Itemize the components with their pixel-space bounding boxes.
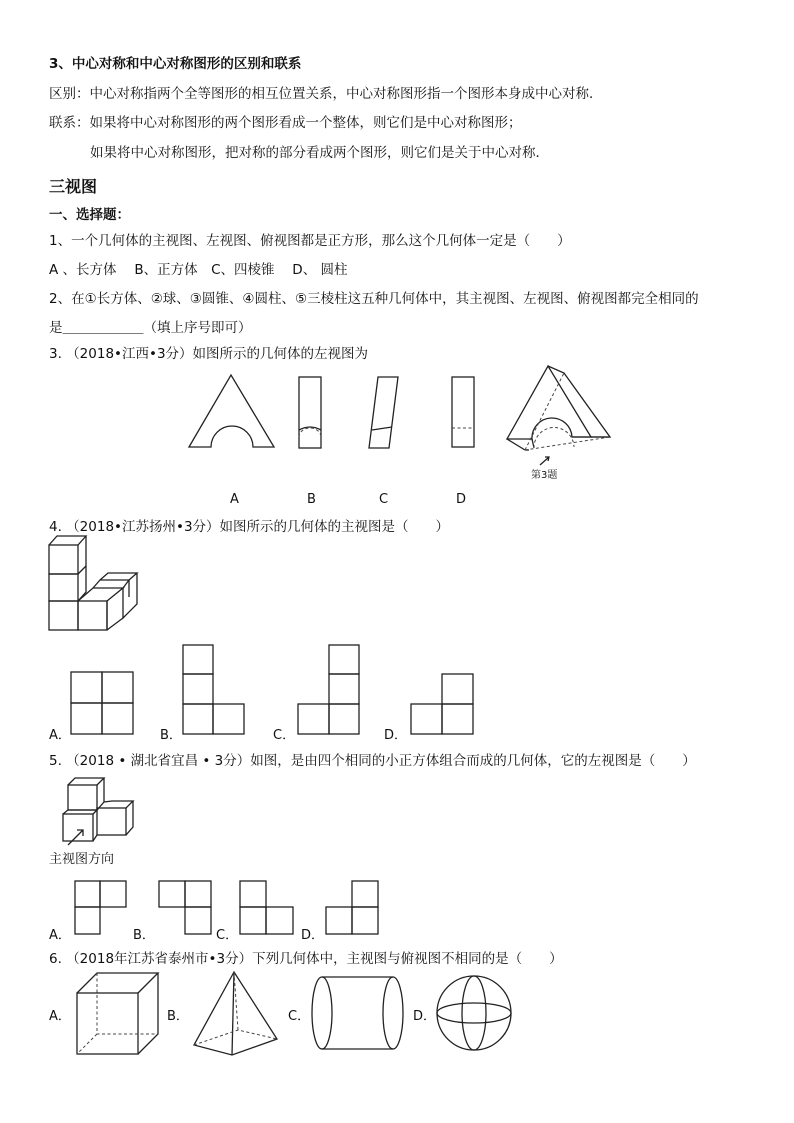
choice-section-title: 一、选择题：: [49, 207, 130, 223]
q4-label-a: A．: [49, 728, 71, 743]
section3-heading: 3、中心对称和中心对称图形的区别和联系: [49, 56, 302, 72]
section3-relation-1: 联系：如果将中心对称图形的两个图形看成一个整体，则它们是中心对称图形；: [49, 115, 522, 131]
q3-label-c: C: [379, 492, 389, 507]
q3-label-a: A: [230, 492, 239, 507]
q6-stem: 6. （2018年江苏省泰州市•3分）下列几何体中，主视图与俯视图不相同的是（ ）: [49, 951, 563, 967]
q2-stem-line2: 是＿＿＿＿＿＿（填上序号即可）: [49, 320, 252, 336]
q6-label-a: A．: [49, 1009, 71, 1024]
q5-label-d: D．: [301, 928, 325, 943]
q1-stem: 1、一个几何体的主视图、左视图、俯视图都是正方形，那么这个几何体一定是（ ）: [49, 233, 571, 249]
q6-label-d: D．: [413, 1009, 437, 1024]
q6-option-figures: [0, 0, 1, 1]
q3-stem: 3. （2018•江西•3分）如图所示的几何体的左视图为: [49, 346, 369, 362]
section3-relation-2: 如果将中心对称图形，把对称的部分看成两个图形，则它们是关于中心对称．: [90, 145, 549, 161]
q5-direction-label: 主视图方向: [49, 852, 115, 867]
q1-options: A 、长方体 B、正方体 C、四棱锥 D、 圆柱: [49, 262, 348, 278]
q3-label-d: D: [456, 492, 467, 507]
section3-difference: 区别：中心对称指两个全等图形的相互位置关系，中心对称图形指一个图形本身成中心对称．: [49, 86, 603, 102]
q6-label-c: C．: [288, 1009, 311, 1024]
q3-label-b: B: [307, 492, 316, 507]
q5-stem: 5. （2018 • 湖北省宜昌 • 3分）如图，是由四个相同的小正方体组合而成的几何体，它的左视图是（ ）: [49, 753, 696, 769]
q5-label-b: B．: [133, 928, 155, 943]
q4-label-b: B．: [160, 728, 182, 743]
q6-label-b: B．: [167, 1009, 189, 1024]
q4-label-d: D．: [384, 728, 408, 743]
three-views-title: 三视图: [49, 177, 98, 196]
q5-label-a: A．: [49, 928, 71, 943]
q4-stem: 4. （2018•江苏扬州•3分）如图所示的几何体的主视图是（ ）: [49, 519, 450, 535]
q5-label-c: C．: [216, 928, 239, 943]
q3-figure-caption: 第3题: [531, 470, 558, 481]
q4-label-c: C．: [273, 728, 296, 743]
q2-stem-line1: 2、在①长方体、②球、③圆锥、④圆柱、⑤三棱柱这五种几何体中，其主视图、左视图、俯视图都完全相同的: [49, 291, 699, 307]
